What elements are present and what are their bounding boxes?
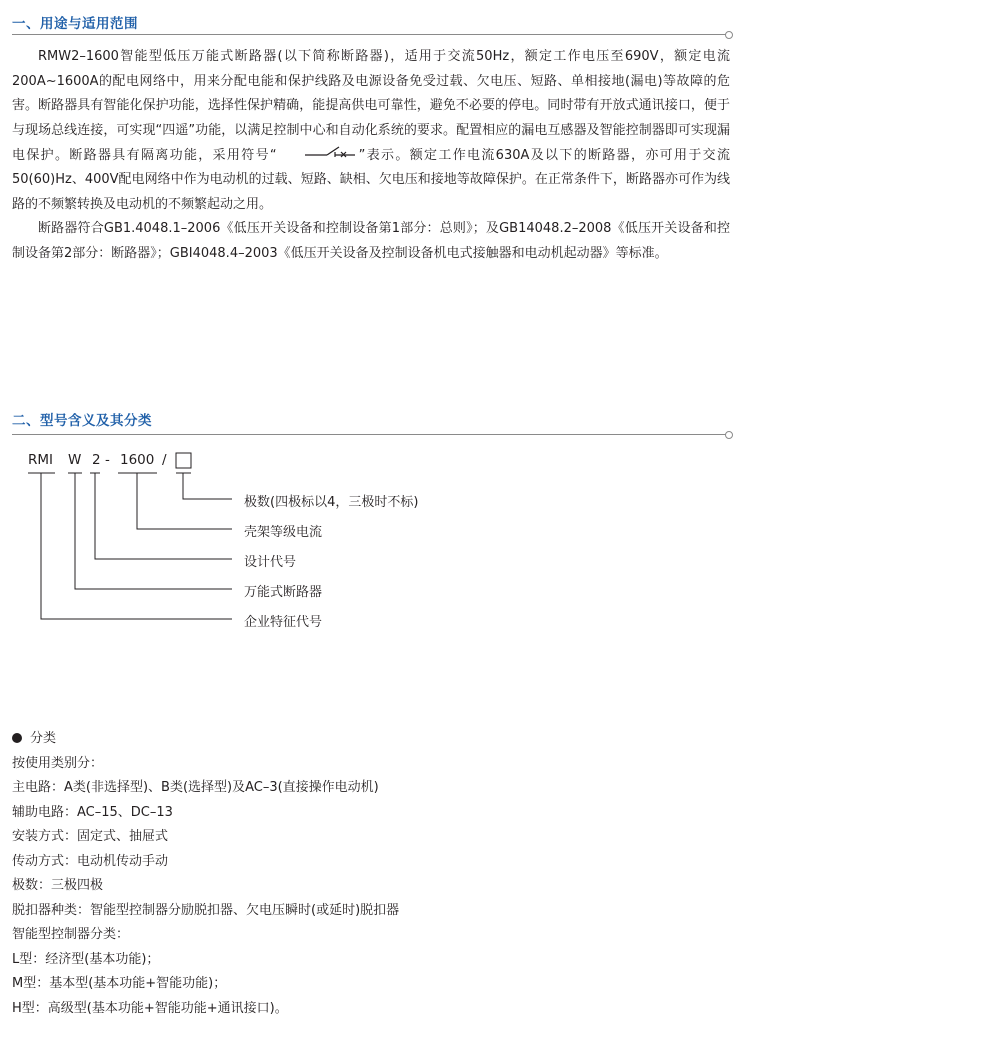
usage-paragraph-part1: RMW2–1600智能型低压万能式断路器(以下简称断路器)，适用于交流50Hz，额定工作电压至690V，额定电流200A~1600A的配电网络中，用来分配电能和保护线路及电源设备免受过载、欠电压、短路、单相接地(漏电)等故障的危害。断路器具有智能化保护功能，选择性保护精确，能提高供电可靠性，避免不必要的停电。同时带有开放式通讯接口，便于与现场总线连接，可实现“四遥”功能，以满足控制中心和自动化系统的要求。配置相应的漏电互感器及智能控制器即可实现漏电保护。断路器具有隔离功能，采用符号“	[12, 49, 730, 163]
legend-design-code: 设计代号	[244, 555, 297, 570]
list-item: 传动方式：电动机传动手动	[12, 853, 169, 869]
list-item: 主电路：A类(非选择型)、B类(选择型)及AC–3(直接操作电动机)	[12, 780, 379, 795]
code-part-enterprise: RMI	[28, 452, 54, 468]
model-code-connector-lines	[0, 440, 500, 640]
list-item: M型：基本型(基本功能+智能功能)；	[12, 976, 227, 991]
usage-paragraph	[12, 45, 730, 217]
section-rule-usage	[12, 34, 726, 35]
code-part-dash: -	[105, 452, 110, 468]
classification-heading: 分类	[12, 727, 399, 752]
legend-poles: 极数(四极标以4，三极时不标)	[244, 495, 419, 510]
list-item: 安装方式：固定式、抽屉式	[12, 829, 169, 844]
list-item: H型：高级型(基本功能+智能功能+通讯接口)。	[12, 1000, 288, 1016]
list-item: 按使用类别分：	[12, 755, 104, 771]
list-item: 智能型控制器分类：	[12, 927, 130, 942]
standards-paragraph: 断路器符合GB1.4048.1–2006《低压开关设备和控制设备第1部分：总则》；及GB14048.2–2008《低压开关设备和控制设备第2部分：断路器》；GBI4048.4–2003《低压开关设备及控制设备机电式接触器和电动机起动器》等标准。	[12, 221, 730, 261]
code-part-type: W	[68, 452, 82, 468]
legend-frame-current: 壳架等级电流	[244, 525, 323, 540]
section-title-model: 二、型号含义及其分类	[12, 413, 152, 429]
isolation-symbol-icon	[277, 143, 359, 168]
code-part-frame-current: 1600	[120, 452, 155, 468]
list-item: 脱扣器种类：智能型控制器分励脱扣器、欠电压瞬时(或延时)脱扣器	[12, 902, 400, 918]
section-title-usage: 一、用途与适用范围	[12, 16, 138, 32]
rule-end-circle-icon	[725, 431, 733, 439]
code-part-slash: /	[162, 452, 167, 468]
classification-list	[12, 727, 399, 1021]
section-rule-model	[12, 434, 726, 435]
model-code-diagram	[0, 440, 500, 640]
bullet-icon	[12, 733, 22, 743]
code-part-design: 2	[92, 452, 101, 468]
legend-enterprise-code: 企业特征代号	[244, 615, 323, 630]
list-item: 辅助电路：AC–15、DC–13	[12, 804, 173, 820]
rule-end-circle-icon	[725, 31, 733, 39]
legend-breaker-type: 万能式断路器	[244, 585, 323, 600]
list-item: 极数：三极四极	[12, 878, 104, 893]
list-item: L型：经济型(基本功能)；	[12, 951, 160, 967]
usage-paragraph-part2: ”表示。额定工作电流630A及以下的断路器，亦可用于交流50(60)Hz、400V配电网络中作为电动机的过载、短路、缺相、欠电压和接地等故障保护。在正常条件下，断路器亦可作为线路的不频繁转换及电动机的不频繁起动之用。	[12, 147, 730, 212]
